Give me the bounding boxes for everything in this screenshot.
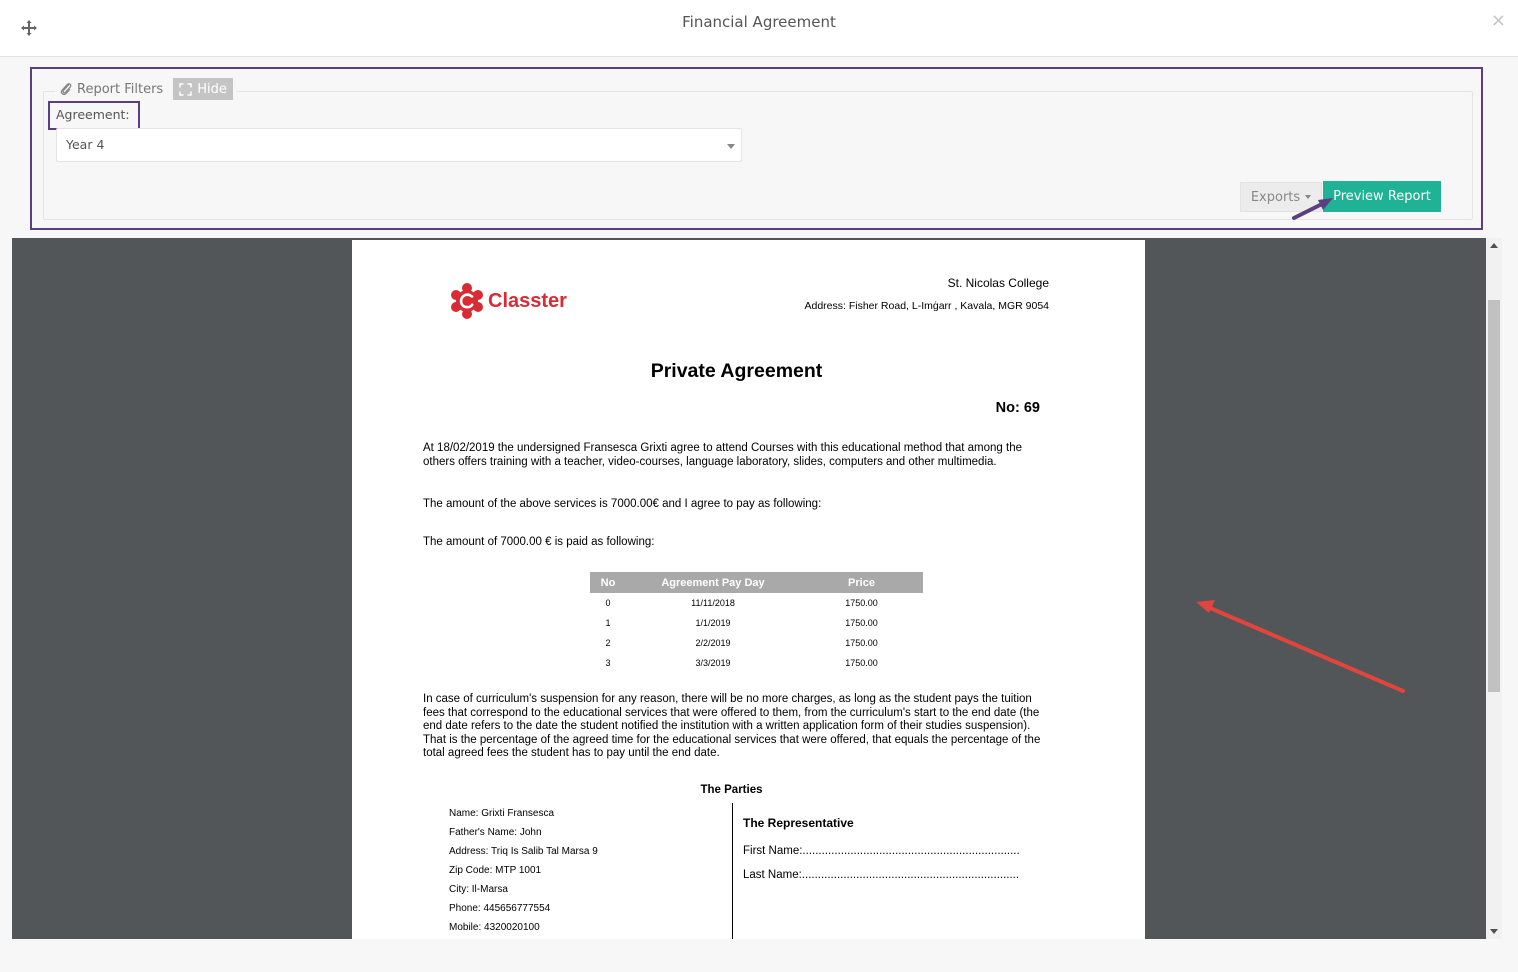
party-name: Name: Grixti Fransesca: [449, 808, 555, 819]
report-filters-legend: [55, 78, 237, 100]
party-address: Address: Triq Is Salib Tal Marsa 9: [449, 846, 598, 857]
table-header-row: [590, 572, 923, 593]
hide-filters-button[interactable]: [173, 78, 233, 100]
agreement-paragraph-3: The amount of 7000.00 € is paid as following:: [423, 536, 655, 548]
cell-pay-day: 1/1/2019: [695, 618, 731, 628]
report-page: [352, 240, 1145, 939]
brand-name: Classter: [488, 289, 567, 312]
agreement-label: Agreement:: [56, 107, 130, 122]
scrollbar-thumb[interactable]: [1488, 300, 1500, 692]
representative-first-name: First Name:....................................................................: [743, 845, 1020, 857]
payment-schedule-table: [590, 572, 923, 673]
agreement-paragraph-2: The amount of the above services is 7000.00€ and I agree to pay as following:: [423, 498, 822, 510]
college-address: Address: Fisher Road, L-Imġarr , Kavala, MGR 9054: [804, 300, 1049, 312]
party-city: City: Il-Marsa: [449, 884, 508, 895]
exports-label: Exports: [1250, 189, 1301, 205]
report-filters-label: Report Filters: [77, 81, 164, 97]
cell-pay-day: 11/11/2018: [691, 598, 735, 608]
agreement-number: No: 69: [995, 400, 1040, 416]
party-father-name: Father's Name: John: [449, 827, 542, 838]
cell-no: 2: [605, 638, 611, 648]
party-phone: Phone: 445656777554: [449, 903, 551, 914]
agreement-select[interactable]: [56, 128, 742, 162]
cell-pay-day: 2/2/2019: [695, 638, 731, 648]
table-row: [590, 653, 923, 673]
caret-down-icon: [1305, 195, 1311, 199]
close-icon[interactable]: ×: [1490, 10, 1506, 31]
parties-title: The Parties: [700, 784, 763, 796]
column-header-price: Price: [800, 572, 923, 593]
report-viewer[interactable]: [12, 238, 1486, 939]
table-row: [590, 633, 923, 653]
cell-price: 1750.00: [845, 618, 878, 628]
party-mobile: Mobile: 4320020100: [449, 922, 540, 933]
scroll-down-arrow-icon[interactable]: [1490, 929, 1498, 934]
column-header-pay-day: Agreement Pay Day: [626, 572, 800, 593]
agreement-paragraph-4: In case of curriculum's suspension for any reason, there will be no more charges, as long as the student pays the tuition fees that correspond to the educational services that were offered to them, from the curriculum's start to the end date (the end date refers to the date the student notified the institution with a written application form of their studies suspension). That is the percentage of the agreed time for the educational services that were offered, that equals the percentage of the total agreed fees the student has to pay until the end date.: [423, 693, 1041, 759]
representative-title: The Representative: [743, 816, 854, 830]
paperclip-icon: [59, 82, 73, 96]
college-name: St. Nicolas College: [947, 276, 1049, 290]
cell-price: 1750.00: [845, 598, 878, 608]
party-details: [449, 807, 598, 939]
cell-price: 1750.00: [845, 658, 878, 668]
viewer-scrollbar[interactable]: [1486, 238, 1502, 939]
cell-no: 0: [605, 598, 611, 608]
column-header-no: No: [590, 572, 626, 593]
modal-header: [0, 0, 1518, 57]
cell-no: 3: [605, 658, 611, 668]
classter-logo: [450, 283, 567, 319]
parties-divider: [732, 803, 733, 939]
exports-dropdown-button[interactable]: [1240, 182, 1322, 212]
hide-filters-label: Hide: [197, 81, 227, 97]
modal-title: Financial Agreement: [682, 13, 836, 31]
representative-last-name: Last Name:....................................................................: [743, 869, 1020, 881]
table-row: [590, 613, 923, 633]
chevron-down-icon: [727, 144, 735, 149]
cell-pay-day: 3/3/2019: [695, 658, 731, 668]
agreement-select-value: Year 4: [66, 137, 105, 152]
cell-price: 1750.00: [845, 638, 878, 648]
table-row: [590, 593, 923, 613]
preview-report-button[interactable]: Preview Report: [1323, 181, 1441, 212]
agreement-paragraph-1: At 18/02/2019 the undersigned Fransesca Grixti agree to attend Courses with this educational method that among the others offers training with a teacher, video-courses, language laboratory, slides, computers and other multimedia.: [423, 442, 1023, 468]
party-zip-code: Zip Code: MTP 1001: [449, 865, 542, 876]
expand-icon: [179, 83, 192, 96]
scroll-up-arrow-icon[interactable]: [1490, 243, 1498, 248]
cell-no: 1: [605, 618, 611, 628]
classter-logo-icon: [450, 283, 484, 319]
document-title: Private Agreement: [650, 360, 823, 382]
